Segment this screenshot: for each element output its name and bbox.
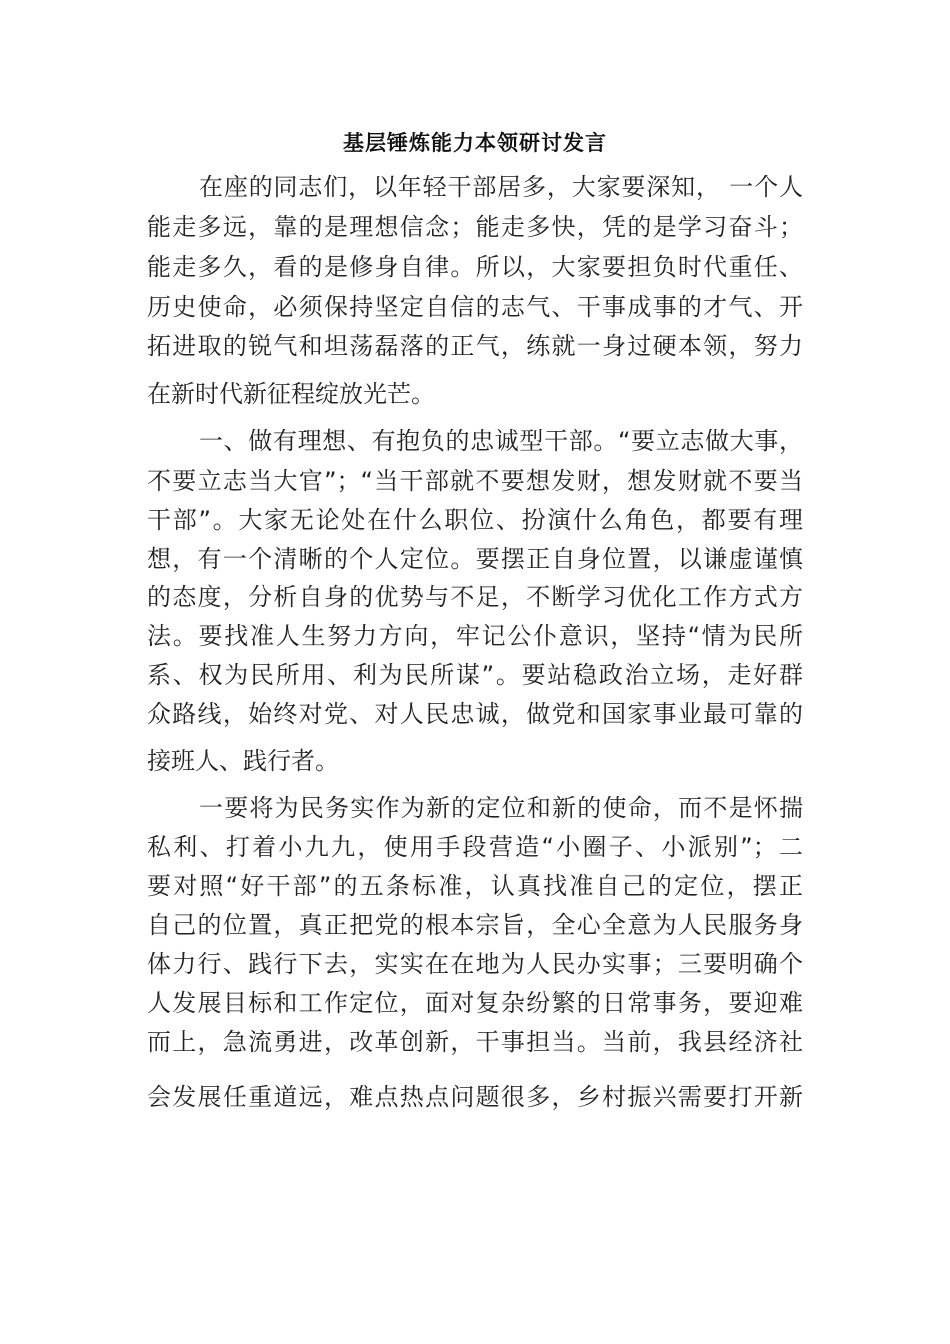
paragraph-1-line: 能走多久，看的是修身自律。所以，大家要担负时代重任、: [147, 253, 803, 281]
paragraph-3-line: 而上，急流勇进，改革创新，干事担当。当前，我县经济社: [147, 1028, 803, 1056]
paragraph-3-line: 体力行、践行下去，实实在在地为人民办实事；三要明确个: [147, 950, 803, 978]
paragraph-2-line: 不要立志当大官”；“当干部就不要想发财，想发财就不要当: [147, 467, 803, 495]
paragraph-2-line: 想，有一个清晰的个人定位。要摆正自身位置，以谦虚谨慎: [147, 545, 803, 573]
paragraph-1-line: 在座的同志们，以年轻干部居多，大家要深知， 一个人: [199, 173, 803, 201]
paragraph-3-line: 会发展任重道远，难点热点问题很多，乡村振兴需要打开新: [147, 1083, 803, 1111]
paragraph-2-line: 系、权为民所用、利为民所谋”。要站稳政治立场，走好群: [147, 661, 803, 689]
paragraph-2-line: 接班人、践行者。: [147, 747, 339, 775]
paragraph-1-line: 能走多远，靠的是理想信念；能走多快，凭的是学习奋斗；: [147, 213, 803, 241]
paragraph-3-line: 人发展目标和工作定位，面对复杂纷繁的日常事务，要迎难: [147, 989, 803, 1017]
paragraph-2-line: 法。要找准人生努力方向，牢记公仆意识，坚持“情为民所: [147, 622, 803, 650]
document-title: 基层锤炼能力本领研讨发言: [343, 130, 607, 155]
paragraph-1-line: 在新时代新征程绽放光芒。: [147, 380, 435, 408]
paragraph-3-line: 自己的位置，真正把党的根本宗旨，全心全意为人民服务身: [147, 911, 803, 939]
paragraph-1-line: 拓进取的锐气和坦荡磊落的正气，练就一身过硬本领，努力: [147, 332, 803, 360]
paragraph-2-line: 一、做有理想、有抱负的忠诚型干部。“要立志做大事，: [199, 427, 803, 455]
paragraph-2-line: 的态度，分析自身的优势与不足，不断学习优化工作方式方: [147, 583, 803, 611]
paragraph-1-line: 历史使命，必须保持坚定自信的志气、干事成事的才气、开: [147, 293, 803, 321]
paragraph-3-line: 一要将为民务实作为新的定位和新的使命，而不是怀揣: [199, 794, 803, 822]
paragraph-2-line: 干部”。大家无论处在什么职位、扮演什么角色，都要有理: [147, 506, 803, 534]
paragraph-2-line: 众路线，始终对党、对人民忠诚，做党和国家事业最可靠的: [147, 700, 803, 728]
paragraph-3-line: 私利、打着小九九，使用手段营造“小圈子、小派别”；二: [147, 833, 803, 861]
paragraph-3-line: 要对照“好干部”的五条标准，认真找准自己的定位，摆正: [147, 872, 803, 900]
